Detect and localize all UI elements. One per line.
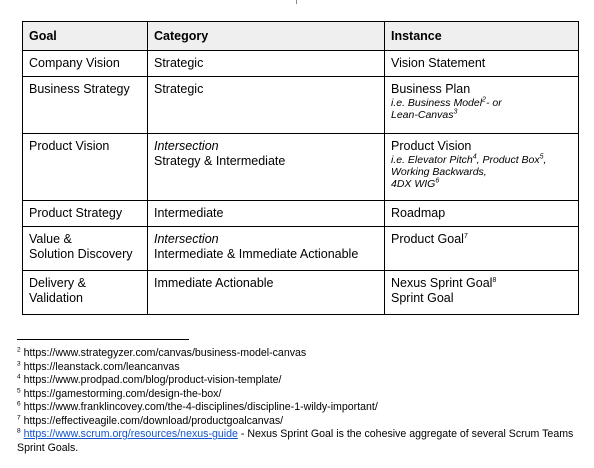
category-intersection-label: Intersection xyxy=(154,232,219,246)
instance-text: Business Plan xyxy=(391,82,471,96)
footnote xyxy=(17,401,579,415)
category-text: Strategic xyxy=(154,56,204,70)
table-header-row xyxy=(23,22,579,51)
header-instance: Instance xyxy=(385,22,579,51)
footnote xyxy=(17,388,579,402)
goal-text: Solution Discovery xyxy=(29,247,133,261)
instance-text: Nexus Sprint Goal xyxy=(391,276,493,290)
category-intersection-label: Intersection xyxy=(154,139,219,153)
category-cell xyxy=(148,77,385,134)
goal-cell xyxy=(23,227,148,271)
footnote xyxy=(17,428,579,455)
instance-text-line2: Sprint Goal xyxy=(391,291,454,305)
category-cell xyxy=(148,51,385,77)
goal-text: Delivery & xyxy=(29,276,86,290)
table-row xyxy=(23,77,579,134)
goal-cell xyxy=(23,201,148,227)
footnote xyxy=(17,347,579,361)
instance-note-text: i.e. Business Model xyxy=(391,97,483,109)
footnote xyxy=(17,374,579,388)
instance-cell xyxy=(385,271,579,315)
table-body xyxy=(23,51,579,315)
footnote-ref: 3 xyxy=(453,108,458,116)
footnote-text: https://leanstack.com/leancanvas xyxy=(23,360,180,373)
goal-text: Value & xyxy=(29,232,72,246)
footnote-text: https://www.franklincovey.com/the-4-disciplines/discipline-1-wildy-important/ xyxy=(23,401,378,413)
instance-cell xyxy=(385,51,579,77)
instance-text: Product Goal xyxy=(391,232,464,246)
category-text: Strategy & Intermediate xyxy=(154,154,286,168)
footnote-number: 7 xyxy=(17,413,21,421)
instance-text: Product Vision xyxy=(391,139,472,153)
instance-note xyxy=(391,97,572,121)
footnote xyxy=(17,361,579,375)
instance-note xyxy=(391,154,572,190)
goal-text: Business Strategy xyxy=(29,82,130,96)
instance-note-text: Working Backwards, xyxy=(391,166,487,178)
goals-table xyxy=(22,21,579,315)
footnote-number: 5 xyxy=(17,386,21,394)
goal-cell xyxy=(23,134,148,201)
goal-cell xyxy=(23,51,148,77)
footnote-number: 6 xyxy=(17,400,21,408)
goal-text: Product Strategy xyxy=(29,206,123,220)
table-row xyxy=(23,134,579,201)
instance-note-text: i.e. Elevator Pitch xyxy=(391,154,473,166)
category-cell xyxy=(148,134,385,201)
footnote-number: 3 xyxy=(17,359,21,367)
category-text: Intermediate xyxy=(154,206,224,220)
instance-cell xyxy=(385,77,579,134)
goal-text: Company Vision xyxy=(29,56,120,70)
page-top-marker xyxy=(296,0,297,4)
footnote-ref: 2 xyxy=(482,96,486,104)
footnote-ref: 7 xyxy=(463,232,468,240)
table-row xyxy=(23,51,579,77)
instance-note-text: , Product Box xyxy=(476,154,540,166)
footnote-text: https://gamestorming.com/design-the-box/ xyxy=(23,387,222,400)
table-row xyxy=(23,227,579,271)
table-row xyxy=(23,271,579,315)
category-cell xyxy=(148,201,385,227)
footnote-text: https://www.prodpad.com/blog/product-vision-template/ xyxy=(23,374,282,386)
table-row xyxy=(23,201,579,227)
footnote-ref: 6 xyxy=(435,177,440,185)
instance-cell xyxy=(385,201,579,227)
footnote-number: 4 xyxy=(17,373,21,381)
category-text: Immediate Actionable xyxy=(154,276,274,290)
instance-text: Vision Statement xyxy=(391,56,486,70)
footnote-ref: 8 xyxy=(492,276,497,284)
category-cell xyxy=(148,271,385,315)
footnote-number: 2 xyxy=(17,346,21,354)
footnote xyxy=(17,415,579,429)
footnotes xyxy=(17,347,579,455)
footnote-number: 8 xyxy=(17,427,21,435)
instance-note-text: Lean-Canvas xyxy=(391,109,454,121)
header-goal: Goal xyxy=(23,22,148,51)
category-cell xyxy=(148,227,385,271)
instance-cell xyxy=(385,134,579,201)
instance-note-text: - or xyxy=(485,97,502,109)
footnote-separator xyxy=(17,339,189,340)
header-category: Category xyxy=(148,22,385,51)
footnote-text: - Nexus Sprint Goal is the cohesive aggregate of several Scrum Teams Sprint Goals. xyxy=(17,428,574,454)
footnote-text: https://effectiveagile.com/download/productgoalcanvas/ xyxy=(23,414,284,427)
footnote-ref: 5 xyxy=(539,153,544,161)
goal-text: Validation xyxy=(29,291,83,305)
footnote-text: https://www.strategyzer.com/canvas/business-model-canvas xyxy=(23,347,307,359)
instance-text: Roadmap xyxy=(391,206,446,220)
goal-cell xyxy=(23,77,148,134)
category-text: Intermediate & Immediate Actionable xyxy=(154,247,359,261)
goal-cell xyxy=(23,271,148,315)
instance-cell xyxy=(385,227,579,271)
footnote-ref: 4 xyxy=(472,153,477,161)
instance-note-text: 4DX WIG xyxy=(391,178,436,190)
instance-note-text: , xyxy=(543,154,547,166)
goal-text: Product Vision xyxy=(29,139,110,153)
footnote-link[interactable]: https://www.scrum.org/resources/nexus-guide xyxy=(23,428,238,440)
category-text: Strategic xyxy=(154,82,204,96)
